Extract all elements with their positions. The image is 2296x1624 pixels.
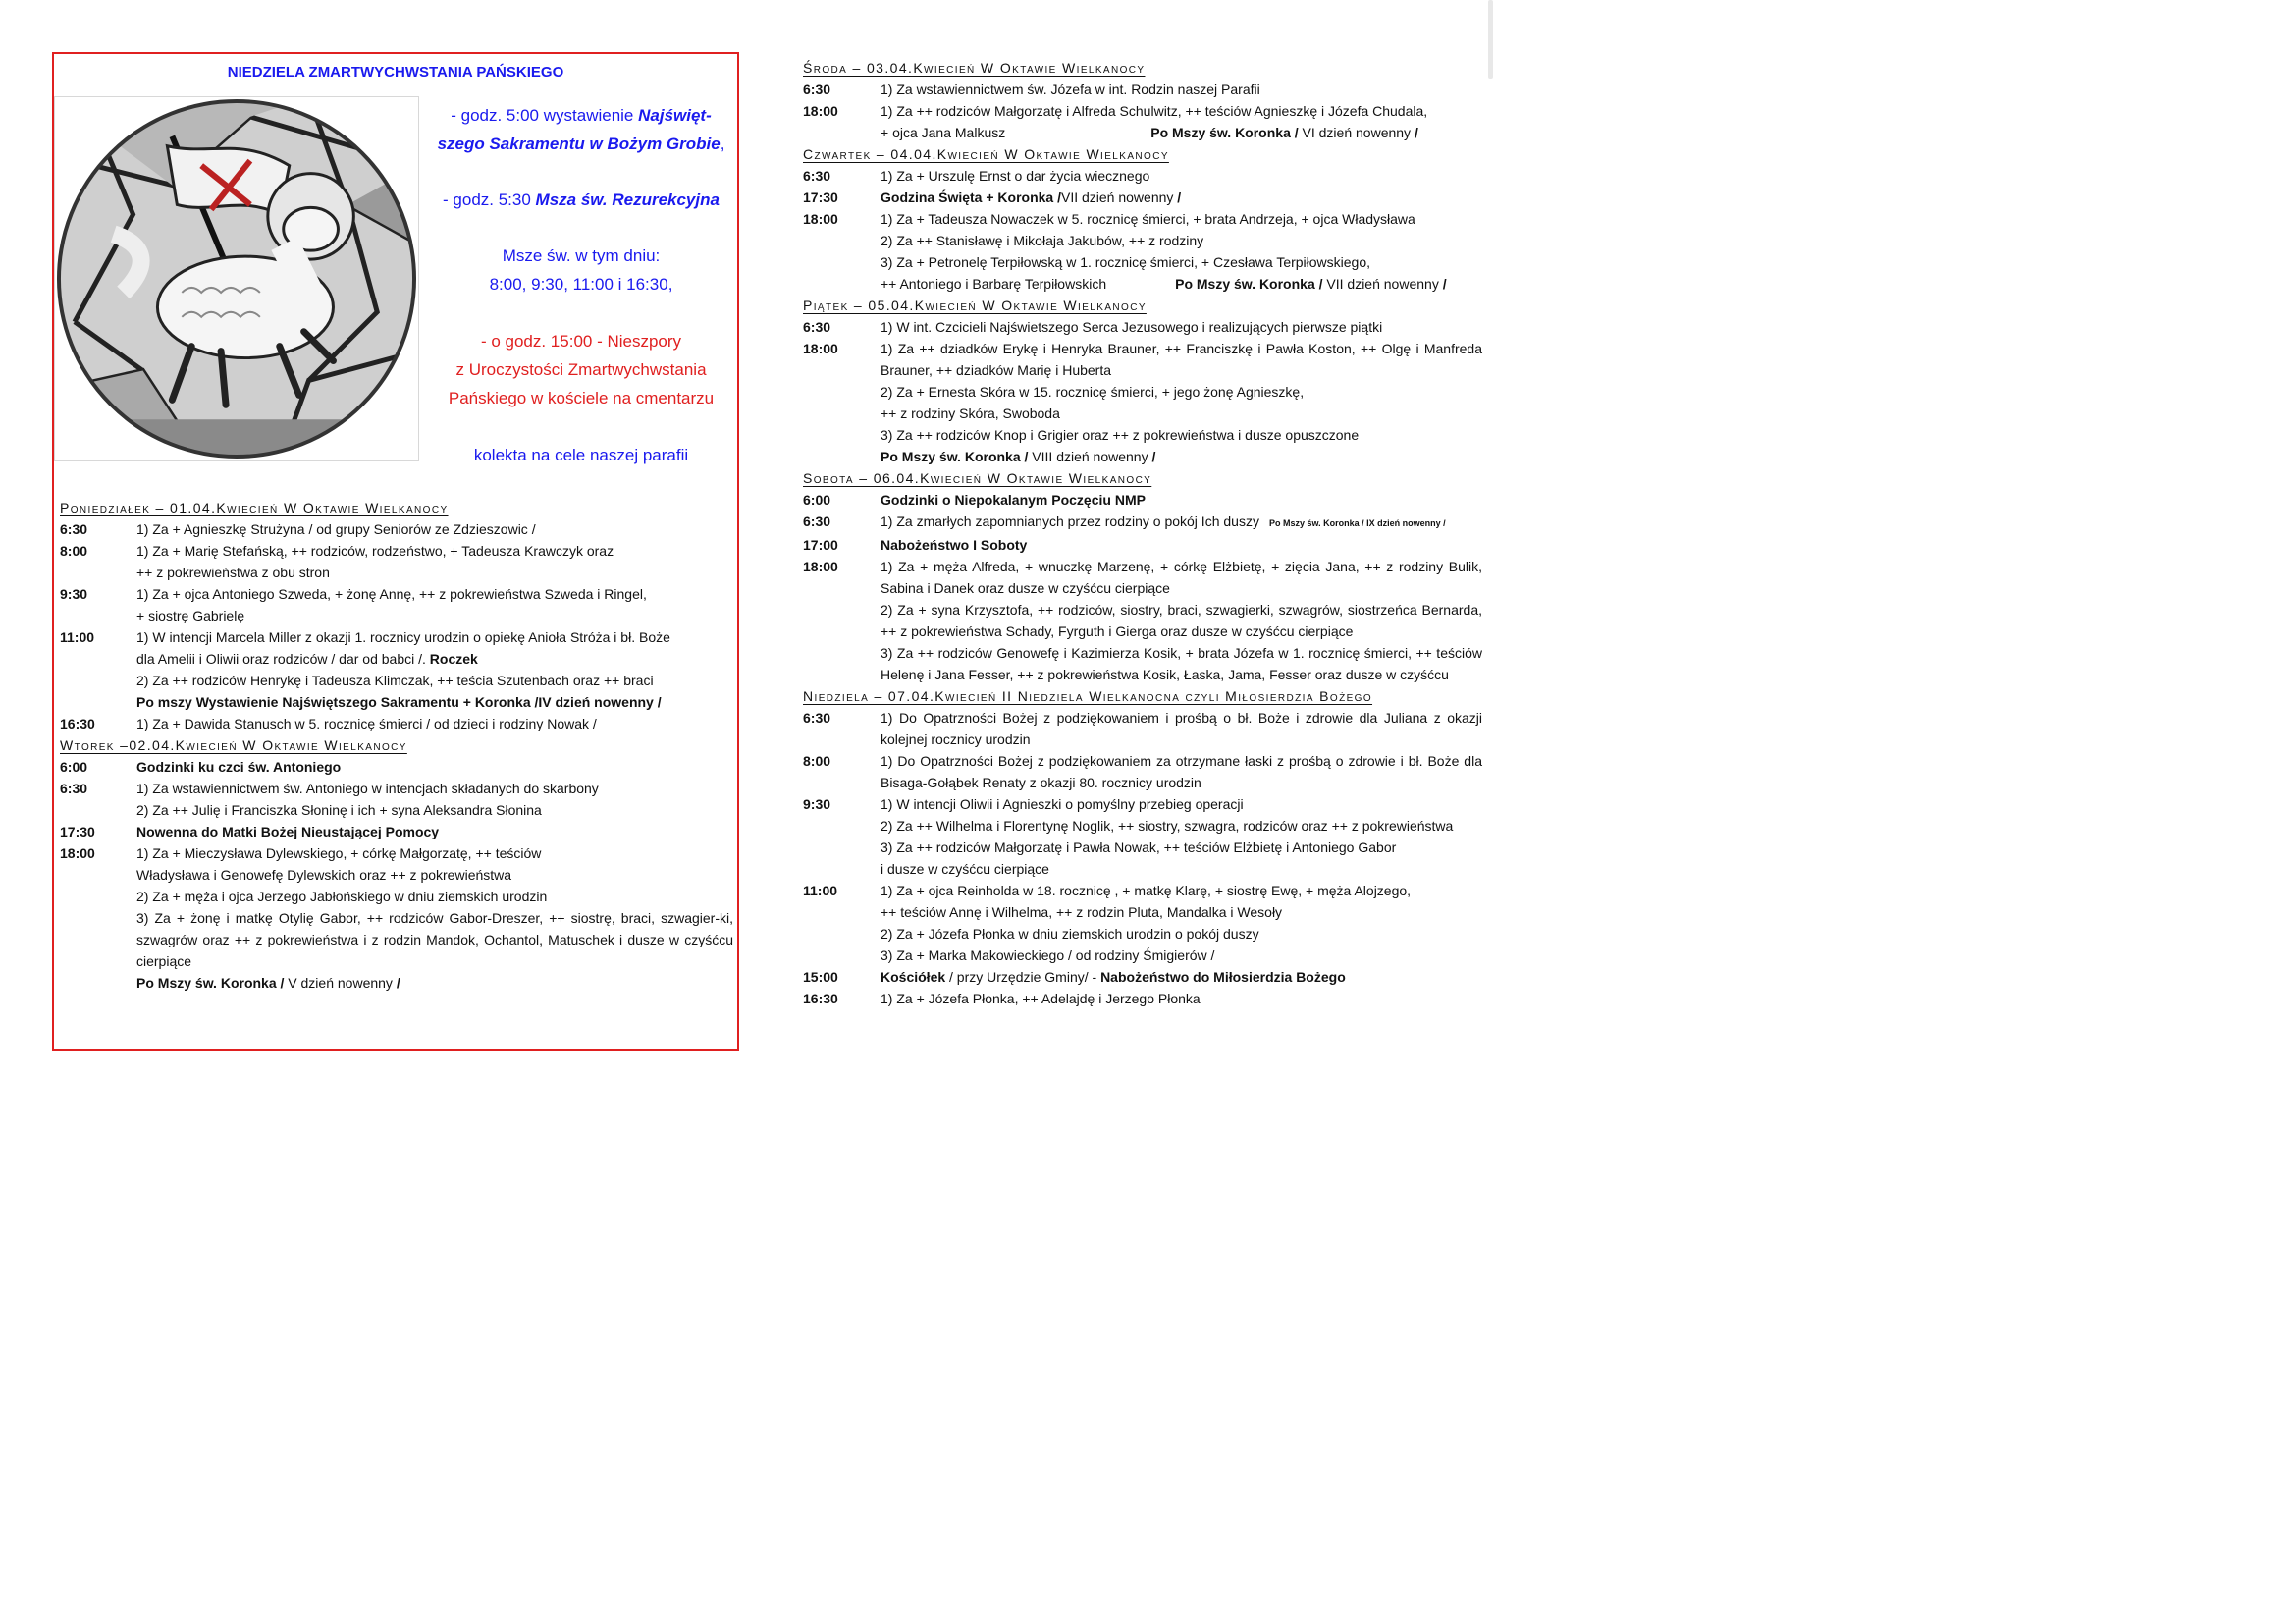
intention: 3) Za ++ rodziców Knop i Grigier oraz ++ z pokrewieństwa i dusze opuszczone [881, 427, 1360, 443]
intention: 1) Do Opatrzności Bożej z podziękowaniem i prośbą o bł. Boże i zdrowie dla Juliana z okazji kolejnej rocznicy urodzin [881, 710, 1482, 747]
devotion-note: Po Mszy św. Koronka / [881, 449, 1033, 464]
mass-time: 17:30 [803, 189, 838, 205]
intention: 1) Za + Józefa Płonka, ++ Adelajdę i Jerzego Płonka [881, 991, 1201, 1006]
intention: 1) Za + męża Alfreda, + wnuczkę Marzenę, + córkę Elżbietę, + zięcia Jana, ++ z rodziny Bulik, Sabina i Danek oraz dusze w czyśćcu cierpiące [881, 559, 1482, 596]
schedule-row [803, 988, 1482, 1009]
mass-time: 15:00 [803, 969, 838, 985]
intention: 1) Za + Dawida Stanusch w 5. rocznicę śmierci / od dzieci i rodziny Nowak / [136, 716, 597, 731]
announce-line: - godz. 5:30 [443, 190, 536, 209]
mass-time: 8:00 [803, 753, 831, 769]
announce-line: - o godz. 15:00 - Nieszpory [480, 332, 682, 351]
scrollbar[interactable] [1488, 0, 1493, 79]
novena-day: V dzień nowenny [288, 975, 397, 991]
intention: 2) Za + syna Krzysztofa, ++ rodziców, siostry, braci, szwagierki, szwagrów, siostrzeńca Bernarda, ++ z pokrewieństwa Schady, Fyrguth i Gierga oraz dusze w czyśćcu cierpiące [881, 602, 1482, 639]
separator: / [396, 975, 400, 991]
intention: 1) Za + Marię Stefańską, ++ rodziców, rodzeństwo, + Tadeusza Krawczyk oraz [136, 543, 614, 559]
schedule-row [60, 518, 733, 540]
schedule-row [803, 489, 1482, 511]
day-heading-friday: Piątek – 05.04.Kwiecień W Oktawie Wielkanocy [803, 298, 1147, 313]
mass-time: 6:30 [803, 81, 831, 97]
mass-time: 16:30 [803, 991, 838, 1006]
day-heading-sunday: Niedziela – 07.04.Kwiecień II Niedziela Wielkanocna czyli Miłosierdzia Bożego [803, 688, 1373, 704]
day-heading-monday: Poniedziałek – 01.04.Kwiecień W Oktawie Wielkanocy [60, 500, 449, 515]
mass-time: 11:00 [60, 629, 95, 645]
devotion-note: Po Mszy św. Koronka / [136, 975, 289, 991]
separator: / [1151, 449, 1156, 464]
devotion-note: Po Mszy św. Koronka / [1150, 125, 1303, 140]
schedule-left [60, 497, 733, 994]
devotion-note: Nabożeństwo do Miłosierdzia Bożego [1100, 969, 1346, 985]
separator: / [1442, 276, 1447, 292]
mass-time: 16:30 [60, 716, 95, 731]
announce-line: Msze św. w tym dniu: [502, 246, 661, 265]
intention: 1) W intencji Marcela Miller z okazji 1. rocznicy urodzin o opiekę Anioła Stróża i bł. Boże [136, 629, 670, 645]
schedule-row [60, 713, 733, 734]
schedule-row [60, 821, 733, 842]
devotion-note: Godzinki o Niepokalanym Poczęciu NMP [881, 492, 1146, 508]
mass-time: 9:30 [803, 796, 831, 812]
location-detail: / przy Urzędzie Gminy/ - [949, 969, 1101, 985]
schedule-row [803, 880, 1482, 966]
intention: 3) Za + żonę i matkę Otylię Gabor, ++ rodziców Gabor-Dreszer, ++ siostrę, braci, szwagier-ki, szwagrów oraz ++ z pokrewieństwa i z rodzin Mandok, Ochantol, Matuschek i dusze w czyśćcu cierpiące [136, 910, 733, 969]
intention: 1) Za ++ rodziców Małgorzatę i Alfreda Schulwitz, ++ teściów Agnieszkę i Józefa Chudala, [881, 103, 1428, 119]
day-heading-saturday: Sobota – 06.04.Kwiecień W Oktawie Wielkanocy [803, 470, 1152, 486]
day-heading-thursday: Czwartek – 04.04.Kwiecień W Oktawie Wielkanocy [803, 146, 1169, 162]
announce-line: , [720, 135, 725, 153]
devotion-note: Po Mszy św. Koronka / [1175, 276, 1327, 292]
devotion-note: Po mszy Wystawienie Najświętszego Sakramentu + Koronka /IV dzień nowenny / [136, 694, 662, 710]
intention: ++ teściów Annę i Wilhelma, ++ z rodzin Pluta, Mandalka i Wesoły [881, 904, 1283, 920]
day-heading-wednesday: Środa – 03.04.Kwiecień W Oktawie Wielkanocy [803, 60, 1146, 76]
schedule-row [60, 756, 733, 778]
schedule-row [803, 556, 1482, 685]
intention: 1) Za + Urszulę Ernst o dar życia wiecznego [881, 168, 1150, 184]
separator: / [1414, 125, 1418, 140]
schedule-row [60, 583, 733, 626]
mass-time: 6:30 [803, 710, 831, 726]
devotion-note: Nowenna do Matki Bożej Nieustającej Pomocy [136, 824, 440, 839]
intention: 1) Za zmarłych zapomnianych przez rodziny o pokój Ich duszy [881, 514, 1259, 529]
intention: 2) Za + Józefa Płonka w dniu ziemskich urodzin o pokój duszy [881, 926, 1259, 942]
schedule-row [803, 534, 1482, 556]
announce-emphasis: Msza św. Rezurekcyjna [535, 190, 720, 209]
schedule-row [60, 540, 733, 583]
intention: 2) Za ++ Wilhelma i Florentynę Noglik, ++ siostry, szwagra, rodziców oraz ++ z pokrewieństwa [881, 818, 1454, 834]
mass-time: 18:00 [803, 103, 838, 119]
mass-time: 6:30 [803, 514, 831, 529]
mass-time: 6:30 [60, 781, 88, 796]
intention: 1) Za + ojca Antoniego Szweda, + żonę Annę, ++ z pokrewieństwa Szweda i Ringel, [136, 586, 647, 602]
devotion-note: Godzina Święta + Koronka / [881, 189, 1061, 205]
schedule-row [803, 338, 1482, 467]
day-heading-tuesday: Wtorek –02.04.Kwiecień W Oktawie Wielkanocy [60, 737, 407, 753]
mass-time: 11:00 [803, 883, 838, 898]
intention: 1) W intencji Oliwii i Agnieszki o pomyślny przebieg operacji [881, 796, 1244, 812]
intention: 2) Za ++ Julię i Franciszka Słoninę i ich + syna Aleksandra Słonina [136, 802, 542, 818]
intention: 3) Za + Marka Makowieckiego / od rodziny Śmigierów / [881, 947, 1215, 963]
intention: 1) Za + Mieczysława Dylewskiego, + córkę Małgorzatę, ++ teściów [136, 845, 542, 861]
schedule-row [803, 966, 1482, 988]
lamb-of-god-icon [55, 97, 418, 460]
intention: 2) Za ++ Stanisławę i Mikołaja Jakubów, ++ z rodziny [881, 233, 1204, 248]
schedule-row [803, 707, 1482, 750]
easter-announcements [429, 101, 733, 469]
mass-time: 6:00 [60, 759, 88, 775]
schedule-row [803, 187, 1482, 208]
intention: dla Amelii i Oliwii oraz rodziców / dar od babci /. [136, 651, 430, 667]
novena-day: VIII dzień nowenny [1032, 449, 1152, 464]
devotion-note: Godzinki ku czci św. Antoniego [136, 759, 342, 775]
intention: 2) Za + męża i ojca Jerzego Jabłońskiego w dniu ziemskich urodzin [136, 889, 548, 904]
schedule-row [803, 165, 1482, 187]
location-name: Kościółek [881, 969, 950, 985]
schedule-row [803, 511, 1482, 534]
stained-glass-lamb-image [54, 96, 419, 461]
announce-line: Pańskiego w kościele na cmentarzu [448, 389, 715, 407]
intention: 1) Za + ojca Reinholda w 18. rocznicę , + matkę Klarę, + siostrę Ewę, + męża Alojzego, [881, 883, 1412, 898]
intention: + ojca Jana Malkusz [881, 125, 1006, 140]
intention-note: Roczek [429, 651, 478, 667]
separator: / [1177, 189, 1182, 205]
intention: ++ Antoniego i Barbarę Terpiłowskich [881, 276, 1107, 292]
intention: 2) Za ++ rodziców Henrykę i Tadeusza Klimczak, ++ teścia Szutenbach oraz ++ braci [136, 673, 654, 688]
announce-line: z Uroczystości Zmartwychwstania [455, 360, 707, 379]
intention: Władysława i Genowefę Dylewskich oraz ++ z pokrewieństwa [136, 867, 512, 883]
announce-emphasis: szego Sakramentu w Bożym Grobie [437, 135, 721, 153]
novena-day: VI dzień nowenny [1302, 125, 1415, 140]
schedule-row [803, 79, 1482, 100]
mass-time: 6:30 [803, 319, 831, 335]
mass-time: 18:00 [803, 559, 838, 574]
mass-time: 18:00 [803, 341, 838, 356]
devotion-note: Nabożeństwo I Soboty [881, 537, 1028, 553]
mass-time: 8:00 [60, 543, 88, 559]
mass-time: 18:00 [803, 211, 838, 227]
announce-emphasis: Najświęt- [638, 106, 712, 125]
mass-time: 17:30 [60, 824, 95, 839]
announce-line: kolekta na cele naszej parafii [473, 446, 689, 464]
schedule-row [803, 793, 1482, 880]
devotion-note-small: Po Mszy św. Koronka / IX dzień nowenny / [1268, 518, 1446, 528]
schedule-row [60, 778, 733, 821]
schedule-row [60, 626, 733, 713]
left-column-frame [52, 52, 739, 1051]
schedule-right [803, 57, 1482, 1009]
novena-day: VII dzień nowenny [1326, 276, 1443, 292]
mass-time: 6:30 [60, 521, 88, 537]
novena-day: VII dzień nowenny [1060, 189, 1178, 205]
schedule-row [803, 316, 1482, 338]
intention: 1) Za ++ dziadków Erykę i Henryka Brauner, ++ Franciszkę i Pawła Koston, ++ Olgę i Manfreda Brauner, ++ dziadków Marię i Huberta [881, 341, 1482, 378]
schedule-row [803, 750, 1482, 793]
mass-time: 17:00 [803, 537, 838, 553]
intention: 3) Za ++ rodziców Małgorzatę i Pawła Nowak, ++ teściów Elżbietę i Antoniego Gabor [881, 839, 1397, 855]
schedule-row [803, 100, 1482, 143]
intention: ++ z pokrewieństwa z obu stron [136, 565, 330, 580]
intention: 2) Za + Ernesta Skóra w 15. rocznicę śmierci, + jego żonę Agnieszkę, [881, 384, 1305, 400]
intention: 1) W int. Czcicieli Najświetszego Serca Jezusowego i realizujących pierwsze piątki [881, 319, 1383, 335]
page-title: NIEDZIELA ZMARTWYCHWSTANIA PAŃSKIEGO [227, 64, 564, 81]
intention: 1) Do Opatrzności Bożej z podziękowaniem za otrzymane łaski z prośbą o zdrowie i bł. Boże dla Bisaga-Gołąbek Renaty z okazji 80. rocznicy urodzin [881, 753, 1482, 790]
intention: 1) Za wstawiennictwem św. Antoniego w intencjach składanych do skarbony [136, 781, 599, 796]
announce-line: - godz. 5:00 wystawienie [451, 106, 639, 125]
intention: 3) Za + Petronelę Terpiłowską w 1. rocznicę śmierci, + Czesława Terpiłowskiego, [881, 254, 1371, 270]
mass-time: 9:30 [60, 586, 88, 602]
intention: 1) Za + Tadeusza Nowaczek w 5. rocznicę śmierci, + brata Andrzeja, + ojca Władysława [881, 211, 1415, 227]
intention: ++ z rodziny Skóra, Swoboda [881, 406, 1060, 421]
intention: i dusze w czyśćcu cierpiące [881, 861, 1049, 877]
mass-time: 6:00 [803, 492, 831, 508]
mass-time: 18:00 [60, 845, 95, 861]
intention: 3) Za ++ rodziców Genowefę i Kazimierza Kosik, + brata Józefa w 1. rocznicę śmierci, ++ teściów Helenę i Jana Fesser, ++ z pokrewieństwa Kosik, Łaska, Jama, Fesser oraz dusze w czyśćcu [881, 645, 1482, 682]
mass-time: 6:30 [803, 168, 831, 184]
schedule-row [60, 842, 733, 994]
schedule-row [803, 208, 1482, 295]
intention: 1) Za wstawiennictwem św. Józefa w int. Rodzin naszej Parafii [881, 81, 1260, 97]
announce-line: 8:00, 9:30, 11:00 i 16:30, [489, 275, 673, 294]
intention: 1) Za + Agnieszkę Strużyna / od grupy Seniorów ze Zdzieszowic / [136, 521, 536, 537]
intention: + siostrę Gabrielę [136, 608, 245, 623]
